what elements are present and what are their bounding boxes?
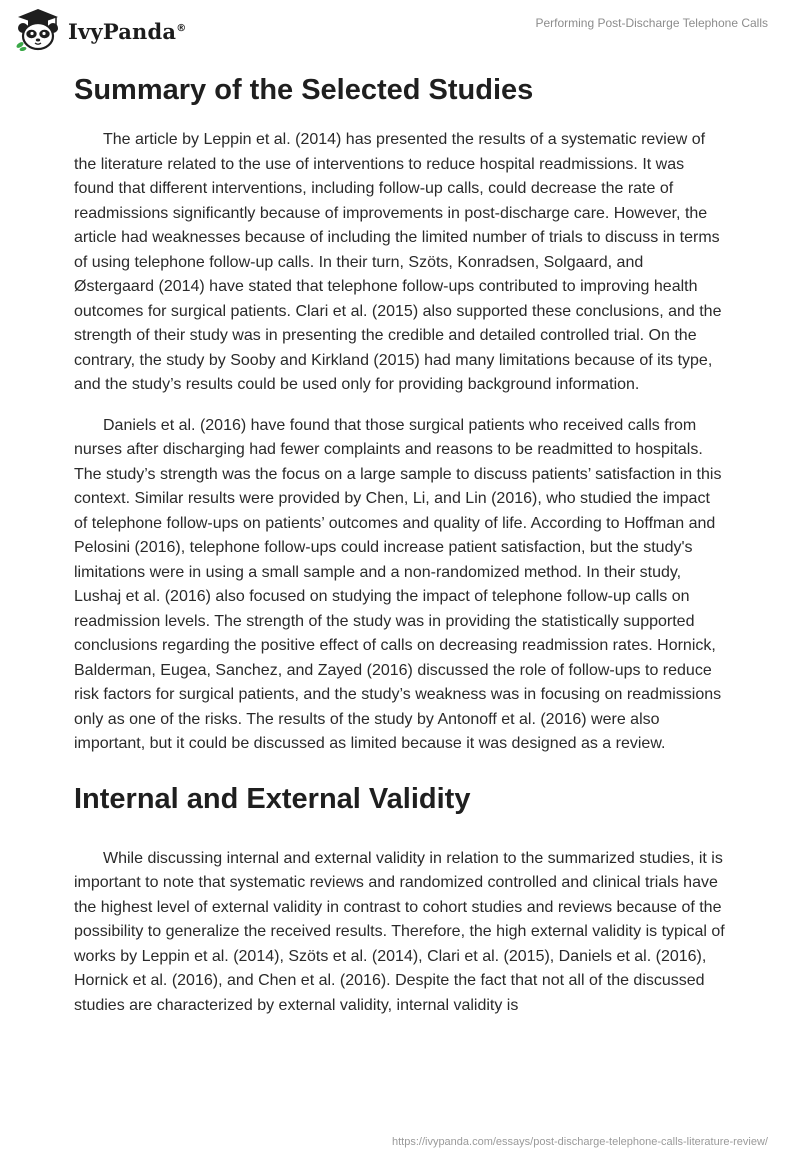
source-url[interactable]: https://ivypanda.com/essays/post-discharge-telephone-calls-literature-review/ xyxy=(391,1136,768,1148)
section-heading-summary: Summary of the Selected Studies xyxy=(74,74,534,106)
page-header xyxy=(0,0,800,64)
article-body xyxy=(74,72,726,1034)
registered-mark: ® xyxy=(176,22,187,34)
paragraph: While discussing internal and external validity in relation to the summarized studies, it is important to note that systematic reviews and randomized controlled and clinical trials have the highest level of external validity in contrast to cohort studies and reviews because of the possibility to generalize the received results. Therefore, the high external validity is typical of works by Leppin et al. (2014), Szöts et al. (2014), Clari et al. (2015), Daniels et al. (2016), Hornick et al. (2016), and Chen et al. (2016). Despite the fact that not all of the discussed studies are characterized by external validity, internal validity is xyxy=(74,849,725,1014)
logo[interactable] xyxy=(14,8,186,52)
section-heading-validity: Internal and External Validity xyxy=(74,782,471,815)
paragraph: The article by Leppin et al. (2014) has presented the results of a systematic review of the literature related to the use of interventions to reduce hospital readmissions. It was found that different interventions, including follow-up calls, could decrease the rate of readmissions significantly because of improvements in post-discharge care. However, the article had weaknesses because of including the limited number of trials to discuss in terms of using telephone follow-up calls. In their turn, Szöts, Konradsen, Solgaard, and Østergaard (2014) have stated that telephone follow-ups contributed to improving health outcomes for surgical patients. Clari et al. (2015) also supported these conclusions, and the strength of their study was in presenting the credible and detailed controlled trial. On the contrary, the study by Sooby and Kirkland (2015) had many limitations because of its type, and the study’s results could be used only for providing background information. xyxy=(74,131,722,393)
brand-name: IvyPanda® xyxy=(68,18,187,44)
document-title: Performing Post-Discharge Telephone Calls xyxy=(535,16,768,30)
paragraph: Daniels et al. (2016) have found that those surgical patients who received calls from nurses after discharging had fewer complaints and reasons to be readmitted to hospitals. The study’s strength was the focus on a large sample to discuss patients’ satisfaction in this context. Similar results were provided by Chen, Li, and Lin (2016), who studied the impact of telephone follow-ups on patients’ outcomes and quality of life. According to Hoffman and Pelosini (2016), telephone follow-ups could increase patient satisfaction, but the study's limitations were in using a small sample and a non-randomized method. In their study, Lushaj et al. (2016) also focused on studying the impact of telephone follow-up calls on readmission levels. The strength of the study was in providing the statistically supported conclusions regarding the positive effect of calls on decreasing readmission rates. Hornick, Balderman, Eugea, Sanchez, and Zayed (2016) discussed the role of follow-ups to reduce risk factors for surgical patients, and the study’s weakness was in focusing on readmissions only as one of the risks. The results of the study by Antonoff et al. (2016) were also important, but it could be discussed as limited because it was designed as a review. xyxy=(74,416,722,752)
panda-logo-icon xyxy=(14,8,62,52)
